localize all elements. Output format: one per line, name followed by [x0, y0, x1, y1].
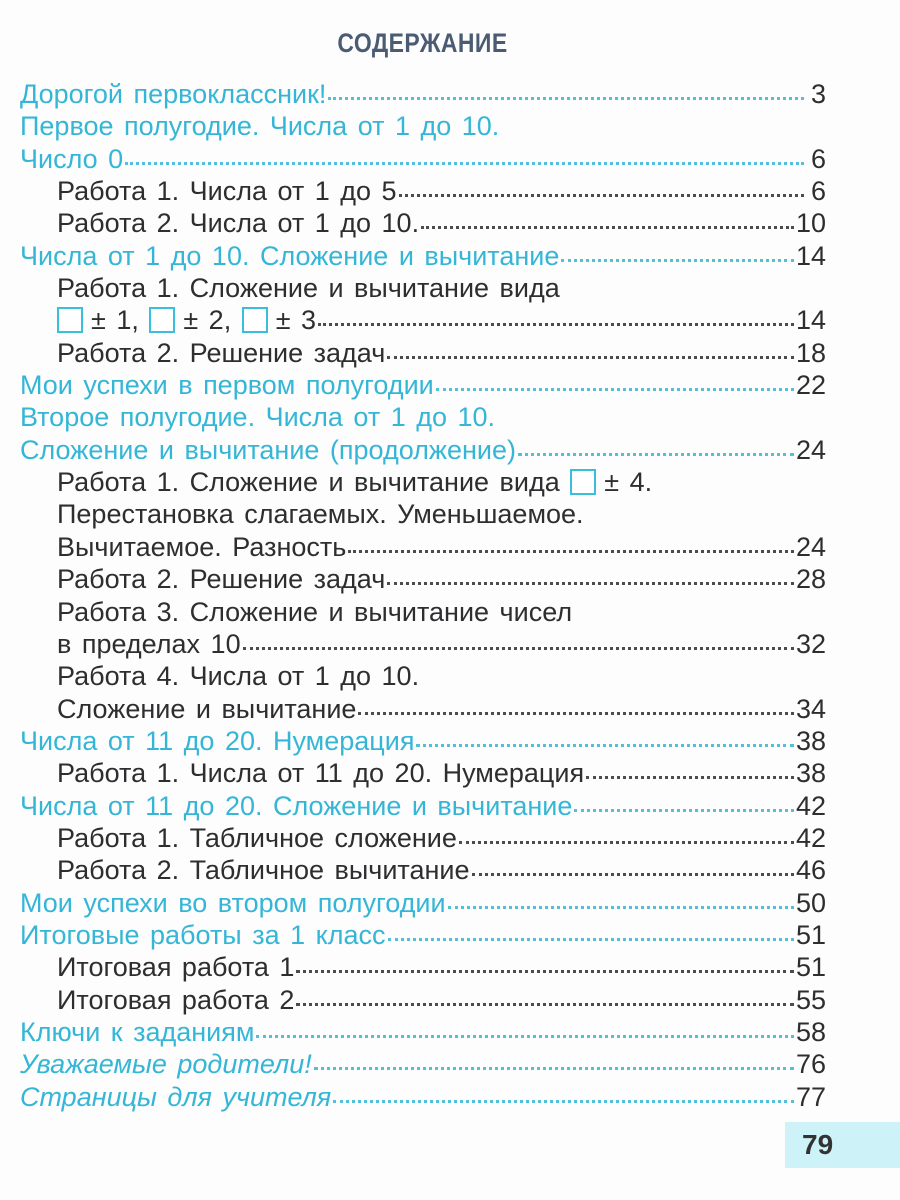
text-part: в пределах 10	[57, 628, 241, 659]
text-part: Перестановка слагаемых. Уменьшаемое.	[57, 499, 584, 530]
toc-entry[interactable]	[0, 951, 826, 983]
text-part: Работа 1. Табличное сложение	[57, 822, 457, 853]
page-ref: 38	[795, 725, 826, 756]
toc-entry-text	[20, 143, 123, 175]
dot-leader	[318, 323, 794, 326]
dot-leader	[358, 712, 794, 715]
toc-entry[interactable]	[0, 1048, 826, 1080]
toc-entry-line	[0, 369, 826, 401]
page-ref: 24	[795, 531, 826, 562]
dot-leader	[518, 453, 794, 456]
toc-entry-line	[0, 951, 826, 983]
page-ref: 42	[795, 822, 826, 853]
page-ref: 14	[795, 305, 826, 336]
toc-entry[interactable]	[0, 660, 826, 725]
toc-entry-line	[0, 401, 826, 433]
toc-entry[interactable]	[0, 110, 826, 175]
text-part: Ключи к заданиям	[20, 1016, 255, 1047]
toc-entry-text	[57, 822, 457, 854]
text-part: Работа 1. Сложение и вычитание вида	[57, 273, 560, 304]
toc-entry-line	[0, 984, 826, 1016]
page-ref: 77	[795, 1081, 826, 1112]
text-part: Первое полугодие. Числа от 1 до 10.	[20, 111, 500, 142]
page-ref: 34	[795, 693, 826, 724]
toc-entry-line	[0, 660, 826, 692]
dot-leader	[314, 1067, 794, 1070]
empty-box-icon	[57, 307, 83, 333]
toc-entry-line	[0, 822, 826, 854]
text-part: ± 3	[275, 305, 317, 336]
toc-entry-text	[57, 272, 560, 304]
toc-entry-text	[57, 693, 356, 725]
toc-entry-line	[0, 110, 826, 142]
dot-leader	[387, 582, 794, 585]
text-part: Число 0	[20, 143, 124, 174]
toc-entry-line	[0, 337, 826, 369]
toc-entry-text	[20, 887, 446, 919]
page-ref: 42	[795, 790, 826, 821]
text-part: Работа 2. Решение задач	[57, 337, 386, 368]
page-ref: 24	[795, 434, 826, 465]
toc-entry-line	[0, 854, 826, 886]
dot-leader	[256, 1035, 794, 1038]
toc-entry[interactable]	[0, 822, 826, 854]
toc-entry-text	[20, 401, 495, 433]
text-part: Итоговая работа 1	[57, 952, 295, 983]
toc-entry[interactable]	[0, 272, 826, 337]
dot-leader	[448, 906, 794, 909]
text-part: Числа от 11 до 20. Сложение и вычитание	[20, 790, 573, 821]
toc-entry-text	[20, 919, 386, 951]
page-ref: 6	[810, 143, 826, 174]
page-ref: 51	[795, 919, 826, 950]
text-part: ± 2,	[183, 305, 232, 336]
dot-leader	[296, 970, 794, 973]
toc-entry-line	[0, 498, 826, 530]
toc-entry-line	[0, 790, 826, 822]
text-part: Работа 2. Решение задач	[57, 564, 386, 595]
toc-entry[interactable]	[0, 725, 826, 757]
toc-entry-text	[57, 984, 294, 1016]
toc-entry-line	[0, 563, 826, 595]
toc-entry-text	[57, 337, 385, 369]
toc-entry-line	[0, 304, 826, 336]
toc-entry-text	[20, 369, 434, 401]
page-ref: 76	[795, 1049, 826, 1080]
text-part: Работа 2. Числа от 1 до 10.	[57, 208, 420, 239]
text-part: Работа 3. Сложение и вычитание чисел	[57, 596, 573, 627]
page-ref: 51	[795, 952, 826, 983]
toc-entry-line	[0, 757, 826, 789]
toc-entry-text	[57, 498, 584, 530]
toc-entry-line	[0, 466, 826, 498]
toc-entry[interactable]	[0, 78, 826, 110]
toc-entry-text	[57, 531, 346, 563]
empty-box-icon	[149, 307, 175, 333]
text-part: Уважаемые родители!	[20, 1049, 312, 1080]
toc-entry[interactable]	[0, 790, 826, 822]
toc-entry[interactable]	[0, 466, 826, 563]
text-part: Числа от 11 до 20. Нумерация	[20, 725, 415, 756]
page-ref: 55	[795, 984, 826, 1015]
text-part: Работа 2. Табличное вычитание	[57, 855, 470, 886]
toc-entry[interactable]	[0, 563, 826, 595]
dot-leader	[459, 841, 794, 844]
text-part: ± 1,	[91, 305, 139, 336]
text-part: Работа 1. Сложение и вычитание вида	[57, 467, 571, 498]
toc-entry-line	[0, 272, 826, 304]
toc-entry-text	[20, 790, 572, 822]
page-ref: 14	[795, 240, 826, 271]
toc-entry-text	[20, 240, 559, 272]
dot-leader	[243, 647, 794, 650]
toc-entry-text	[57, 207, 419, 239]
dot-leader	[328, 97, 804, 100]
text-part: Вычитаемое. Разность	[57, 531, 347, 562]
toc-entry-text	[20, 1016, 254, 1048]
page-ref: 10	[795, 208, 826, 239]
page-ref: 32	[795, 628, 826, 659]
text-part: ± 4.	[604, 467, 653, 498]
page-ref: 22	[795, 370, 826, 401]
toc-entry[interactable]	[0, 1081, 826, 1113]
toc-entry[interactable]	[0, 401, 826, 466]
dot-leader	[561, 259, 794, 262]
toc-entry-line	[0, 240, 826, 272]
text-part: Работа 1. Числа от 1 до 5	[57, 176, 397, 207]
toc-entry-text	[57, 628, 241, 660]
toc-entry[interactable]	[0, 175, 826, 207]
dot-leader	[388, 938, 794, 941]
toc-entry-text	[57, 951, 294, 983]
text-part: Итоговые работы за 1 класс	[20, 919, 386, 950]
page-title: СОДЕРЖАНИЕ	[337, 28, 508, 58]
page-ref: 3	[810, 79, 826, 109]
toc-entry-text	[20, 725, 414, 757]
page-ref: 46	[795, 855, 826, 886]
toc-entry-line	[0, 1081, 826, 1113]
empty-box-icon	[570, 469, 596, 495]
toc-entry-line	[0, 531, 826, 563]
toc-entry-text	[20, 1048, 312, 1080]
toc-entry-line	[0, 628, 826, 660]
page-ref: 6	[810, 176, 826, 207]
toc-entry[interactable]	[0, 207, 826, 239]
toc-entry-line	[0, 207, 826, 239]
toc-entry-text	[57, 660, 419, 692]
toc-entry-text	[57, 304, 316, 336]
dot-leader	[333, 1100, 794, 1103]
text-part: Итоговая работа 2	[57, 984, 295, 1015]
toc-entry-text	[57, 596, 572, 628]
toc-entry-line	[0, 1016, 826, 1048]
toc-entry[interactable]	[0, 984, 826, 1016]
toc-entry-line	[0, 693, 826, 725]
toc-entry-line	[0, 887, 826, 919]
dot-leader	[421, 226, 794, 229]
text-part: Страницы для учителя	[20, 1081, 332, 1112]
text-part: Сложение и вычитание	[57, 693, 357, 724]
dot-leader	[348, 550, 794, 553]
dot-leader	[399, 194, 804, 197]
page-ref: 28	[795, 564, 826, 595]
toc-entry[interactable]	[0, 337, 826, 369]
toc-entry[interactable]	[0, 854, 826, 886]
toc-entry-text	[20, 78, 326, 110]
text-part: Работа 4. Числа от 1 до 10.	[57, 661, 420, 692]
toc-entry[interactable]	[0, 596, 826, 661]
toc-entry-text	[20, 1081, 331, 1113]
toc-entry-line	[0, 434, 826, 466]
toc-entry[interactable]	[0, 240, 826, 272]
dot-leader	[125, 162, 804, 165]
dot-leader	[472, 873, 794, 876]
dot-leader	[296, 1003, 794, 1006]
text-part: Мои успехи во втором полугодии	[20, 887, 446, 918]
toc-entry-text	[57, 175, 397, 207]
dot-leader	[436, 388, 794, 391]
toc-entry-line	[0, 919, 826, 951]
toc-entry-line	[0, 1048, 826, 1080]
text-part: Сложение и вычитание (продолжение)	[20, 434, 516, 465]
empty-box-icon	[242, 307, 268, 333]
toc-entry-line	[0, 725, 826, 757]
toc-entry-line	[0, 78, 826, 110]
text-part: Работа 1. Числа от 11 до 20. Нумерация	[57, 758, 585, 789]
toc-entry-line	[0, 175, 826, 207]
dot-leader	[574, 809, 794, 812]
toc-entry[interactable]	[0, 919, 826, 951]
table-of-contents	[0, 78, 826, 1113]
text-part: Числа от 1 до 10. Сложение и вычитание	[20, 240, 560, 271]
page-ref: 38	[795, 758, 826, 789]
toc-entry[interactable]	[0, 887, 826, 919]
toc-entry[interactable]	[0, 369, 826, 401]
toc-entry-text	[57, 757, 584, 789]
page-ref: 18	[795, 337, 826, 368]
page-ref: 58	[795, 1016, 826, 1047]
toc-entry[interactable]	[0, 757, 826, 789]
toc-entry-text	[20, 110, 499, 142]
toc-entry-line	[0, 596, 826, 628]
toc-entry-text	[20, 434, 516, 466]
text-part: Мои успехи в первом полугодии	[20, 370, 434, 401]
text-part: Дорогой первоклассник!	[20, 79, 327, 109]
text-part: Второе полугодие. Числа от 1 до 10.	[20, 402, 496, 433]
page-ref: 50	[795, 887, 826, 918]
dot-leader	[586, 776, 794, 779]
toc-entry-text	[57, 563, 385, 595]
toc-entry-text	[57, 466, 652, 498]
page-number: 79	[802, 1129, 834, 1160]
dot-leader	[416, 744, 794, 747]
toc-entry[interactable]	[0, 1016, 826, 1048]
dot-leader	[387, 356, 794, 359]
toc-entry-text	[57, 854, 470, 886]
toc-entry-line	[0, 143, 826, 175]
